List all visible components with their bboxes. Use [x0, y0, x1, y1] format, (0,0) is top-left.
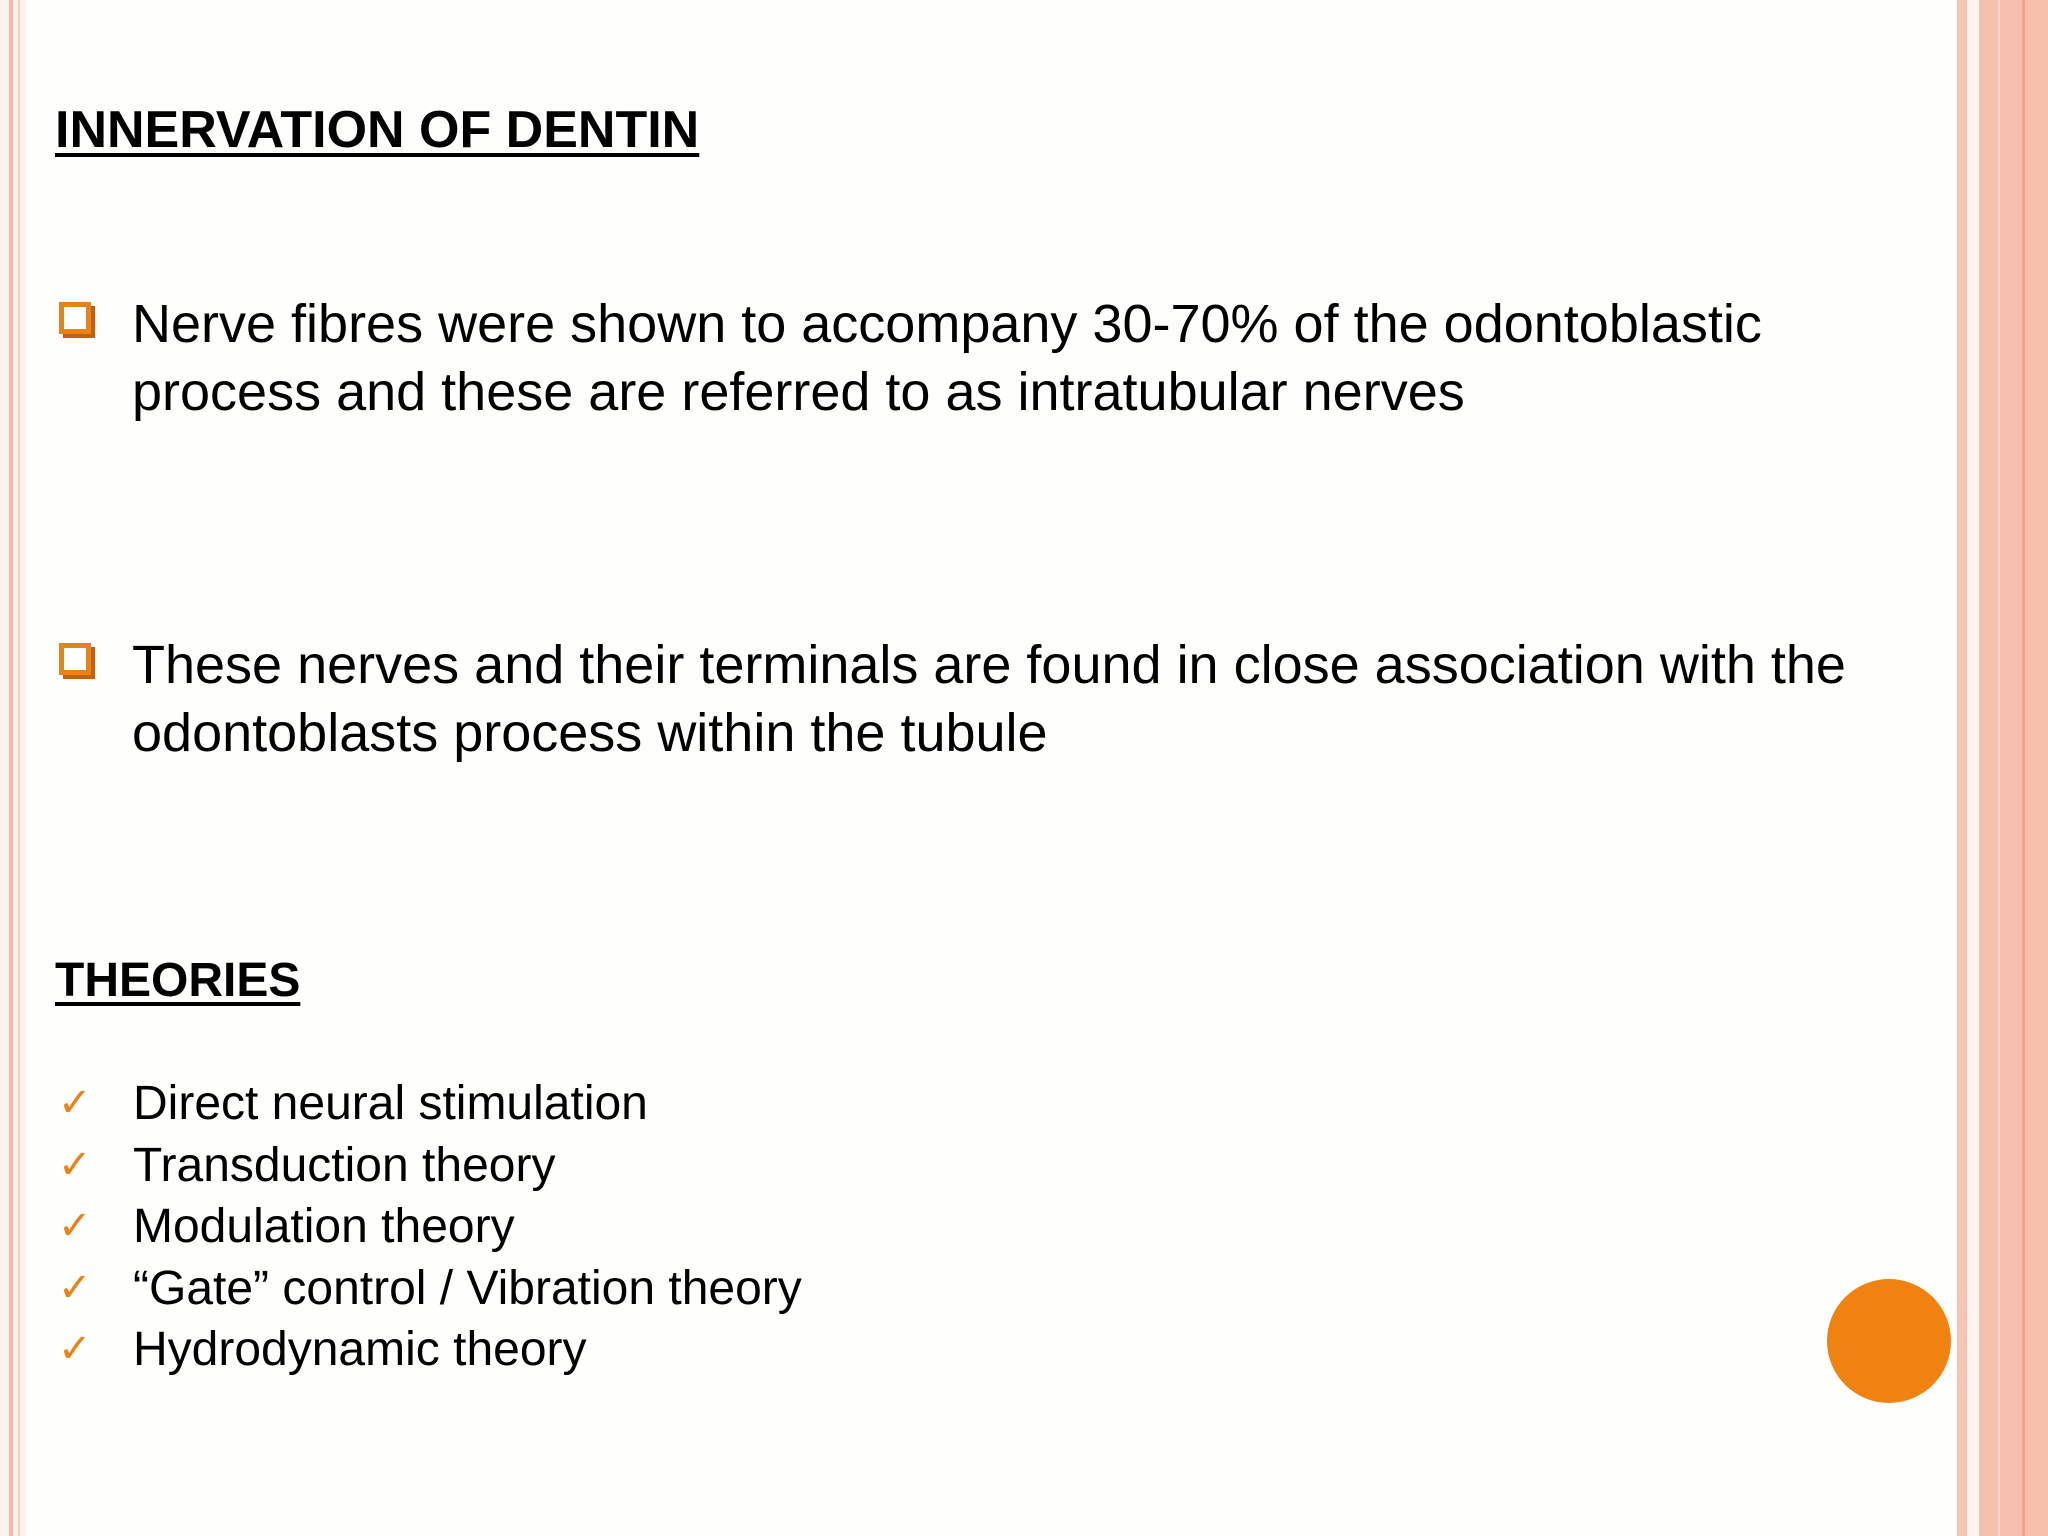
- right-border-line: [1957, 0, 1967, 1536]
- slide-title: INNERVATION OF DENTIN: [55, 101, 700, 159]
- square-bullet-icon: [59, 302, 91, 334]
- left-border-line-thin: [18, 0, 20, 1536]
- checkmark-icon: ✓: [58, 1141, 92, 1188]
- theory-label: “Gate” control / Vibration theory: [133, 1261, 802, 1315]
- checkmark-icon: ✓: [58, 1326, 92, 1372]
- left-border-line: [9, 0, 13, 1536]
- theory-label: Modulation theory: [133, 1200, 515, 1253]
- theory-label: Transduction theory: [133, 1138, 556, 1192]
- theories-heading: THEORIES: [55, 954, 301, 1007]
- decorative-circle: [1827, 1279, 1951, 1403]
- checkmark-icon: ✓: [58, 1080, 92, 1126]
- right-border-band-line: [2022, 0, 2025, 1536]
- right-border-gap: [1967, 0, 1979, 1536]
- bullet-text: These nerves and their terminals are found in close association with the odontoblasts process within the tubule: [132, 635, 1846, 763]
- square-bullet-icon: [59, 643, 91, 675]
- bullet-text: Nerve fibres were shown to accompany 30-70% of the odontoblastic process and these are referred to as intratubular nerves: [132, 294, 1762, 422]
- theory-label: Direct neural stimulation: [133, 1077, 648, 1130]
- checkmark-icon: ✓: [58, 1264, 92, 1311]
- right-border-band: [1979, 0, 2048, 1536]
- right-border-band-line-light: [1998, 0, 2000, 1536]
- theory-label: Hydrodynamic theory: [133, 1323, 587, 1376]
- checkmark-icon: ✓: [58, 1203, 92, 1249]
- left-border-band: [0, 0, 26, 1536]
